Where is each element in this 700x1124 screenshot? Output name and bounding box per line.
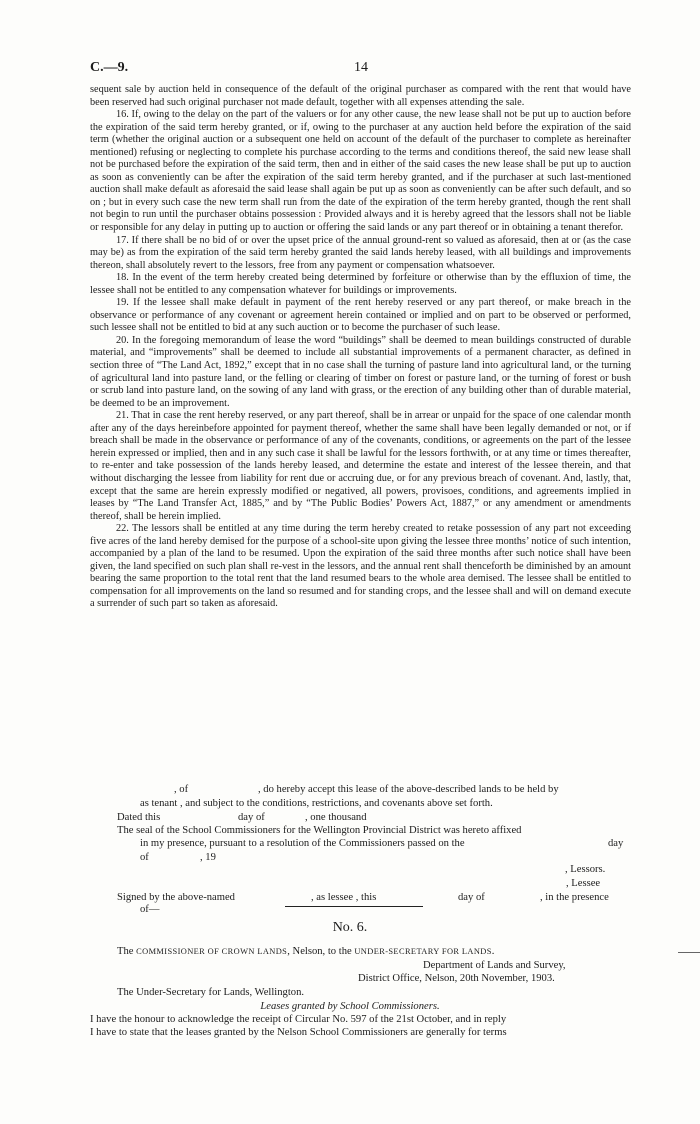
department-line: Department of Lands and Survey, [423, 960, 566, 971]
signed-presence: , in the presence [540, 892, 609, 903]
letter-line-1: I have the honour to acknowledge the receipt of Circular No. 597 of the 21st October, and in reply [90, 1014, 507, 1025]
letter-body [90, 1014, 631, 1039]
signed-of: of— [140, 904, 160, 915]
signed-day-of: day of [458, 892, 485, 903]
seal-line-1: The seal of the School Commissioners for the Wellington Provincial District was hereto affixed [117, 825, 522, 836]
section-divider [285, 906, 423, 907]
letter-line-2: I have to state that the leases granted by the Nelson School Commissioners are generally for terms [90, 1026, 507, 1038]
seal-year: , 19 [200, 852, 216, 863]
corr-from: COMMISSIONER OF CROWN LANDS [136, 947, 288, 956]
page-number: 14 [354, 60, 368, 75]
paragraph-16: 16. If, owing to the delay on the part of the valuers or for any other cause, the new lease shall not be put up to auction before the expiration of the said term hereby granted, or if, owing to the purchaser at any auction held before the expiration of the said term (whether the original auction or a subsequent one held on account of the default of the purchaser to complete as hereinafter mentioned) refusing or neglecting to complete his purchase according to the terms and conditions thereof, the said new lease shall not be purchased before the expiration of the said term, then and in either of the said cases the new lease shall be put up to auction as soon as conveniently can be after the expiration of the said term hereby granted, and if the purchaser at such last-mentioned auction shall make default as aforesaid the said lease shall again be put up as soon as conveniently can be after such default, and so on ; but in every such case the new term shall run from the date of the expiration of the term hereby granted, though the rent shall not begin to run until the purchaser obtains possession : Provided always and it is hereby agreed that the lessors shall not be liable or responsible for any delay in putting up to auction or offering the said lands or any part thereof or in obtaining a tenant therefor. [90, 109, 631, 234]
paragraph-18: 18. In the event of the term hereby created being determined by forfeiture or otherwise than by the effluxion of time, the lessee shall not be entitled to any compensation whatever for buildings or improvements. [90, 272, 631, 296]
corr-mid: , Nelson, to the [287, 946, 352, 957]
paragraph-20: 20. In the foregoing memorandum of lease the word “buildings” shall be deemed to mean buildings constructed of durable material, and “improvements” shall be deemed to include all substantial improvements of a permanent character, as defined in section three of “The Land Act, 1892,” except that in no case shall the turning of pasture land into agricultural land, or the turning of agricultural land into pasture land, or the felling or clearing of timber on forest or pasture land, or the turning of forest or bush or scrub land into pasture land, on the sowing of any land with grass, or the erection of any building other than of durable material, be deemed to be an improvement. [90, 334, 631, 409]
seal-day: day [608, 838, 624, 849]
dated-day-of: day of [238, 812, 265, 823]
office-date-line: District Office, Nelson, 20th November, 1903. [358, 973, 555, 984]
margin-mark [678, 952, 700, 953]
lessee-label: , Lessee [566, 878, 601, 889]
paragraph-22: 22. The lessors shall be entitled at any time during the term hereby created to retake possession of any part not exceeding five acres of the land hereby demised for the purpose of a school-site upon giving the lessee three months’ notice of such intention, accompanied by a plan of the land to be resumed. Upon the expiration of the said three months after such notice shall have been given, the land specified on such plan shall re-vest in the lessors, and the annual rent shall thenceforth be diminished by an amount bearing the same proportion to the total rent that the land resumed bears to the whole area demised. The lessee shall be entitled to compensation for all improvements on the land so resumed and for standing crops, and the lessee shall and will on demand execute a surrender of such part so taken as aforesaid. [90, 523, 631, 610]
document-reference: C.—9. [90, 60, 129, 75]
seal-line-2: in my presence, pursuant to a resolution of the Commissioners passed on the [140, 838, 465, 849]
execution-accept-line: , do hereby accept this lease of the above-described lands to be held by [258, 784, 559, 795]
paragraph-19: 19. If the lessee shall make default in payment of the rent hereby reserved or any part thereof, or make breach in the observance or performance of any covenant or agreement herein contained or implied and on part to be observed or performed, such lessee shall not be entitled to bid at any such auction or to become the purchaser of such lease. [90, 297, 631, 334]
paragraph-21: 21. That in case the rent hereby reserved, or any part thereof, shall be in arrear or unpaid for the space of one calendar month after any of the days hereinbefore appointed for payment thereof, whether the same shall have been legally demanded or not, or if breach shall be made in the observance or performance of any of the covenants, conditions, or agreements on the part of the lessee herein expressed or implied, then and in any such case it shall be lawful for the lessors forthwith, or at any time or times thereafter, to re-enter and take possession of the lands hereby leased, and determine the estate and interest of the lessee therein, and that without discharging the lessee from liability for rent due or accruing due, or for any previous breach of covenant. And, lastly, that, except that the same are herein expressly modified or negatived, all powers, provisoes, conditions, and agreements implied in leases by “The Land Transfer Act, 1885,” and by “The Public Bodies’ Powers Act, 1887,” or any amendment or amendments thereof, shall be herein implied. [90, 410, 631, 522]
corr-to: UNDER-SECRETARY FOR LANDS [354, 947, 492, 956]
letter-subject: Leases granted by School Commissioners. [260, 1001, 440, 1012]
execution-of: , of [174, 784, 189, 795]
lease-body-text [90, 84, 631, 611]
section-number: No. 6. [332, 920, 368, 935]
lessors-label: , Lessors. [565, 864, 606, 875]
dated-one-thousand: , one thousand [305, 812, 367, 823]
addressee-line: The Under-Secretary for Lands, Wellington. [117, 987, 305, 998]
paragraph-17: 17. If there shall be no bid of or over the upset price of the annual ground-rent so valued as aforesaid, then at or (as the case may be) as from the expiration of the said term hereby granted the said lands hereby leased, with all buildings and improvements thereon, shall absolutely revert to the lessors, free from any payment or compensation whatsoever. [90, 234, 631, 271]
seal-of: of [140, 852, 149, 863]
corr-the: The [117, 946, 134, 957]
signed-as-lessee: , as lessee , this [311, 892, 377, 903]
paragraph-continuation: sequent sale by auction held in consequence of the default of the original purchaser as compared with the rent that would have been reserved had such original purchaser not made default, together with all expenses attending the sale. [90, 84, 631, 108]
execution-tenant-line: as tenant , and subject to the conditions, restrictions, and covenants above set forth. [140, 798, 493, 809]
dated-this: Dated this [117, 812, 161, 823]
signed-by: Signed by the above-named [117, 892, 235, 903]
correspondence-heading [117, 946, 494, 957]
corr-end: . [491, 946, 495, 957]
